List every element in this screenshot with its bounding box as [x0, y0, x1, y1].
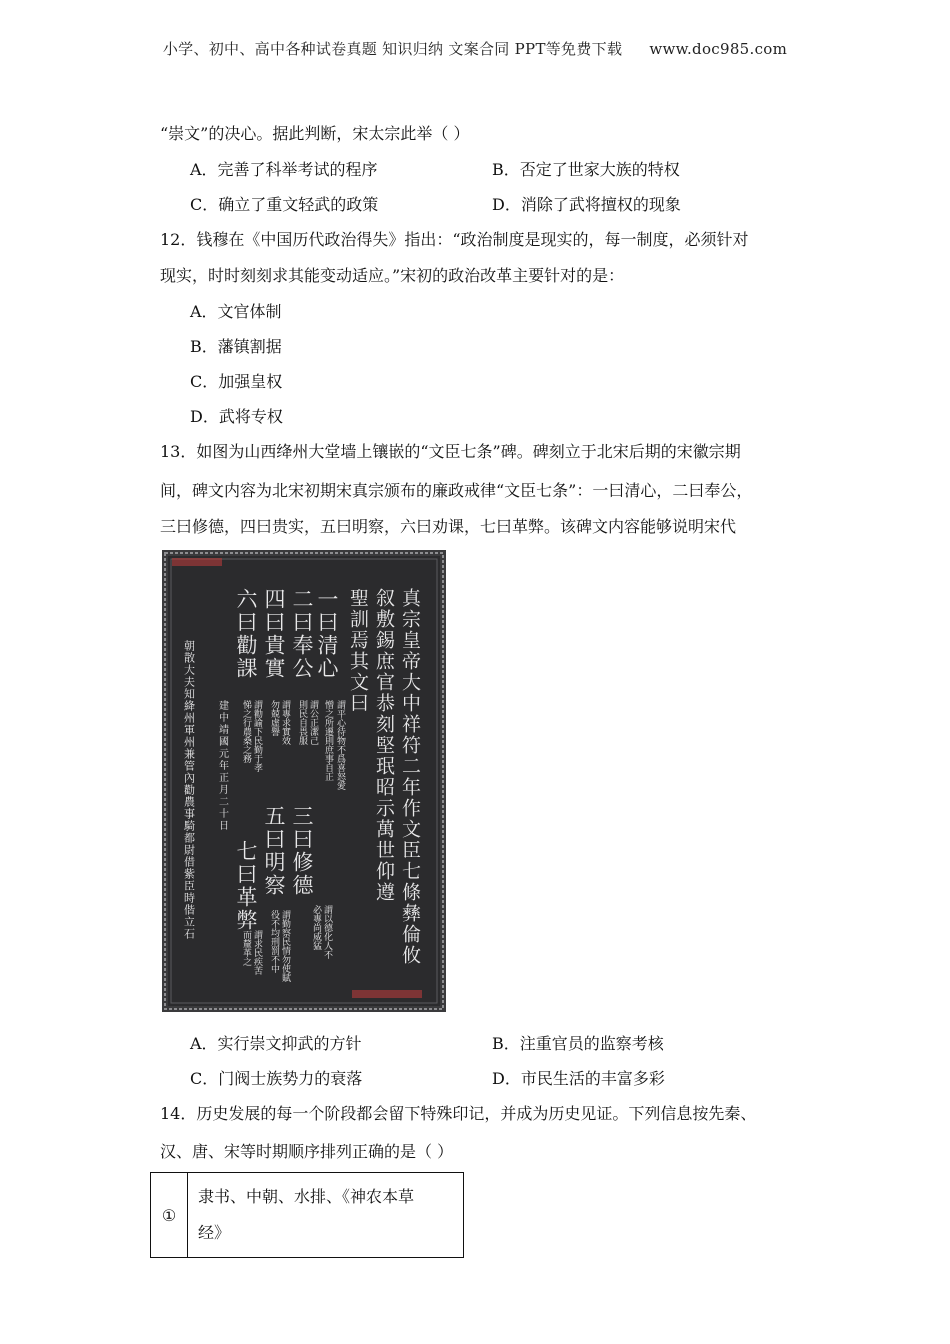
table-cell-text	[188, 1173, 464, 1258]
q12-option-b: B．藩镇割据	[190, 337, 282, 356]
stele-col-5-title: 二曰奉公	[290, 588, 314, 680]
stele-date: 建中靖國元年正月二十日	[216, 700, 228, 832]
q11-option-a: A．完善了科举考试的程序	[190, 160, 378, 179]
q13-line-1: 13．如图为山西绛州大堂墙上镶嵌的“文臣七条”碑。碑刻立于北宋后期的宋徽宗期	[160, 442, 741, 461]
q12-line-1: 12．钱穆在《中国历代政治得失》指出：“政治制度是现实的，每一制度，必须针对	[160, 230, 749, 249]
stele-col-6-note-c: 謂勤察民情勿使賦	[280, 910, 290, 982]
table-cell-line-1: 隶书、中朝、水排、《神农本草	[198, 1187, 415, 1206]
q11-option-c: C．确立了重文轻武的政策	[190, 195, 379, 214]
q14-option-table	[150, 1172, 464, 1258]
q13-option-d: D．市民生活的丰富多彩	[492, 1069, 665, 1088]
stele-col-7-note-b: 悌之行農桑之務	[241, 700, 251, 763]
stele-col-5-note-a: 謂公正潔己	[308, 700, 318, 745]
stele-signature: 朝散大夫知絳州軍州兼管內勸農事騎都尉借紫臣時偕立石	[182, 640, 196, 940]
q12-option-d: D．武将专权	[190, 407, 283, 426]
q12-option-c: C．加强皇权	[190, 372, 283, 391]
stele-red-stamp-bottom	[352, 990, 422, 998]
stele-col-7-title-b: 七曰革弊	[234, 840, 258, 932]
stele-col-4-title: 一曰清心	[315, 588, 339, 680]
header-url[interactable]: www.doc985.com	[649, 40, 788, 58]
stele-inscription	[183, 588, 422, 983]
q12-line-2: 现实，时时刻刻求其能变动适应。”宋初的政治改革主要针对的是：	[160, 266, 625, 285]
q13-line-2: 间，碑文内容为北宋初期宋真宗颁布的廉政戒律“文臣七条”：一曰清心，二曰奉公，	[160, 481, 753, 500]
stele-col-5-note-c: 謂以德化人不	[322, 905, 332, 959]
stele-col-7-note-c: 謂求民疾苦	[252, 930, 262, 975]
table-cell-line-2: 经》	[198, 1223, 231, 1242]
stele-col-7-note-d: 而釐革之	[241, 930, 251, 966]
q14-line-1: 14．历史发展的每一个阶段都会留下特殊印记，并成为历史见证。下列信息按先秦、	[160, 1104, 757, 1123]
stele-col-7-note-a: 謂勸諭下民勤于孝	[252, 700, 262, 772]
stele-col-5-note-b: 則民自畏服	[297, 700, 307, 745]
table-row	[151, 1173, 464, 1258]
stele-col-5-title-b: 三曰修德	[290, 805, 314, 897]
stele-col-5-note-d: 必專尚威猛	[311, 905, 321, 950]
stele-col-6-note-d: 役不均刑罰不中	[269, 910, 279, 973]
stele-col-4-note-b: 憎之所遷則庶事自正	[323, 700, 333, 781]
q14-line-2: 汉、唐、宋等时期顺序排列正确的是（ ）	[160, 1142, 454, 1161]
stele-col-6-title-b: 五曰明察	[262, 805, 286, 897]
stele-rubbing	[162, 550, 446, 1012]
page-header	[0, 38, 950, 59]
q11-option-b: B．否定了世家大族的特权	[492, 160, 680, 179]
q13-option-b: B．注重官员的监察考核	[492, 1034, 664, 1053]
stele-col-3: 聖訓焉其文曰	[347, 588, 369, 714]
q12-option-a: A．文官体制	[190, 302, 282, 321]
q11-option-d: D．消除了武将擅权的现象	[492, 195, 681, 214]
stele-col-6-note-a: 謂專求實效	[280, 700, 290, 745]
q13-line-3: 三曰修德，四曰贵实，五曰明察，六曰劝课，七曰革弊。该碑文内容能够说明宋代	[160, 517, 737, 536]
stele-col-4-note-a: 謂平心待物不爲喜怒愛	[335, 700, 345, 790]
stele-col-1: 真宗皇帝大中祥符二年作文臣七條彝倫攸	[399, 588, 421, 966]
stele-image	[162, 550, 446, 1012]
stele-col-6-title: 四曰貴實	[262, 588, 286, 680]
table-cell-number: ①	[151, 1173, 188, 1258]
q13-option-c: C．门阀士族势力的衰落	[190, 1069, 363, 1088]
q13-option-a: A．实行崇文抑武的方针	[190, 1034, 362, 1053]
stele-red-stamp-top	[172, 558, 222, 566]
q11-tail: “崇文”的决心。据此判断，宋太宗此举（ ）	[160, 124, 470, 143]
stele-col-6-note-b: 勿兢虛譽	[269, 700, 279, 736]
header-text: 小学、初中、高中各种试卷真题 知识归纳 文案合同 PPT等免费下载	[162, 40, 623, 58]
stele-col-2: 叙敷錫庶官恭刻堅珉昭示萬世仰遵	[373, 588, 395, 903]
stele-col-7-title: 六曰勸課	[234, 588, 258, 680]
